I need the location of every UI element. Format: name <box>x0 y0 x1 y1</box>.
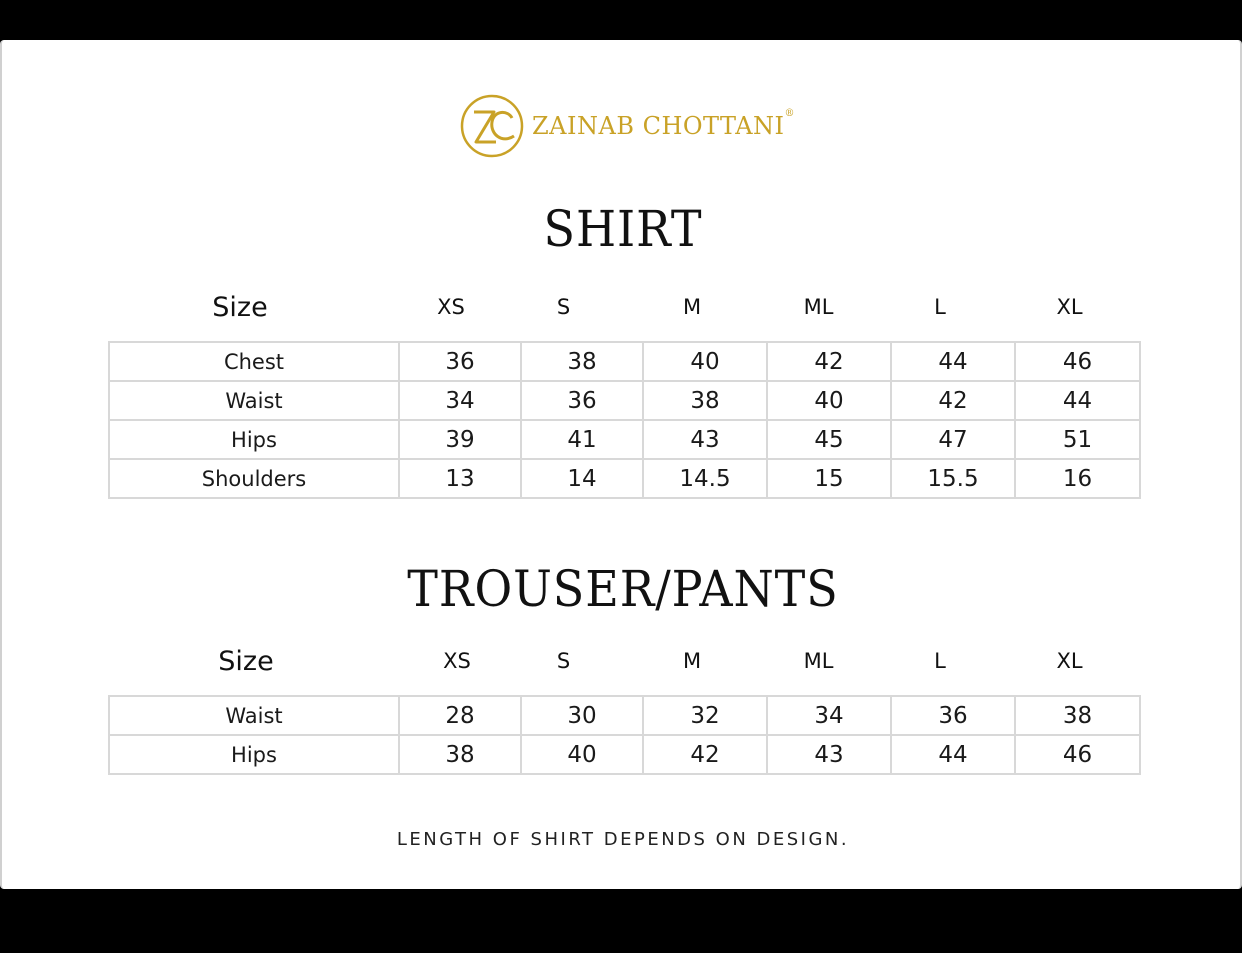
table-cell: 47 <box>891 420 1015 459</box>
row-label: Chest <box>109 342 399 381</box>
table-cell: 14.5 <box>643 459 767 498</box>
size-col: M <box>682 295 702 319</box>
table-cell: 38 <box>1015 696 1140 735</box>
table-cell: 38 <box>643 381 767 420</box>
table-cell: 42 <box>891 381 1015 420</box>
size-col: ML <box>803 649 834 673</box>
table-cell: 41 <box>521 420 643 459</box>
table-cell: 28 <box>399 696 521 735</box>
shirt-size-header <box>108 287 1138 327</box>
table-cell: 42 <box>643 735 767 774</box>
size-col: L <box>934 649 946 673</box>
size-chart-sheet <box>0 40 1242 889</box>
size-label: Size <box>212 291 268 323</box>
table-cell: 32 <box>643 696 767 735</box>
trouser-size-header <box>108 641 1138 681</box>
row-label: Hips <box>109 420 399 459</box>
table-cell: 36 <box>399 342 521 381</box>
table-cell: 43 <box>643 420 767 459</box>
table-cell: 44 <box>1015 381 1140 420</box>
brand-logo <box>458 92 795 160</box>
table-row <box>109 381 1140 420</box>
size-col: L <box>934 295 946 319</box>
table-cell: 42 <box>767 342 891 381</box>
trouser-size-table <box>108 695 1141 775</box>
table-cell: 15 <box>767 459 891 498</box>
table-cell: 46 <box>1015 735 1140 774</box>
table-cell: 51 <box>1015 420 1140 459</box>
table-cell: 34 <box>399 381 521 420</box>
table-cell: 44 <box>891 735 1015 774</box>
table-cell: 16 <box>1015 459 1140 498</box>
table-row <box>109 459 1140 498</box>
row-label: Waist <box>109 696 399 735</box>
size-col: XS <box>443 649 471 673</box>
row-label: Waist <box>109 381 399 420</box>
shirt-size-table <box>108 341 1141 499</box>
table-cell: 39 <box>399 420 521 459</box>
shirt-title: SHIRT <box>543 200 703 258</box>
table-row <box>109 420 1140 459</box>
size-col: M <box>682 649 702 673</box>
table-cell: 43 <box>767 735 891 774</box>
shirt-length-note: LENGTH OF SHIRT DEPENDS ON DESIGN. <box>396 829 850 850</box>
table-cell: 38 <box>521 342 643 381</box>
table-cell: 44 <box>891 342 1015 381</box>
size-col: XL <box>1056 295 1083 319</box>
table-row <box>109 342 1140 381</box>
table-cell: 40 <box>643 342 767 381</box>
table-cell: 15.5 <box>891 459 1015 498</box>
table-row <box>109 696 1140 735</box>
table-cell: 46 <box>1015 342 1140 381</box>
size-col: S <box>556 649 571 673</box>
table-cell: 36 <box>521 381 643 420</box>
table-cell: 40 <box>767 381 891 420</box>
table-cell: 34 <box>767 696 891 735</box>
trouser-title: TROUSER/PANTS <box>407 560 839 618</box>
table-row <box>109 735 1140 774</box>
size-col: XS <box>437 295 465 319</box>
table-cell: 14 <box>521 459 643 498</box>
table-cell: 38 <box>399 735 521 774</box>
size-label: Size <box>218 645 274 677</box>
row-label: Hips <box>109 735 399 774</box>
zc-monogram-icon <box>458 92 526 160</box>
table-cell: 45 <box>767 420 891 459</box>
table-cell: 36 <box>891 696 1015 735</box>
size-col: S <box>556 295 571 319</box>
size-col: XL <box>1056 649 1083 673</box>
table-cell: 40 <box>521 735 643 774</box>
brand-name: ZAINAB CHOTTANI® <box>532 108 796 140</box>
size-col: ML <box>803 295 834 319</box>
table-cell: 30 <box>521 696 643 735</box>
row-label: Shoulders <box>109 459 399 498</box>
table-cell: 13 <box>399 459 521 498</box>
